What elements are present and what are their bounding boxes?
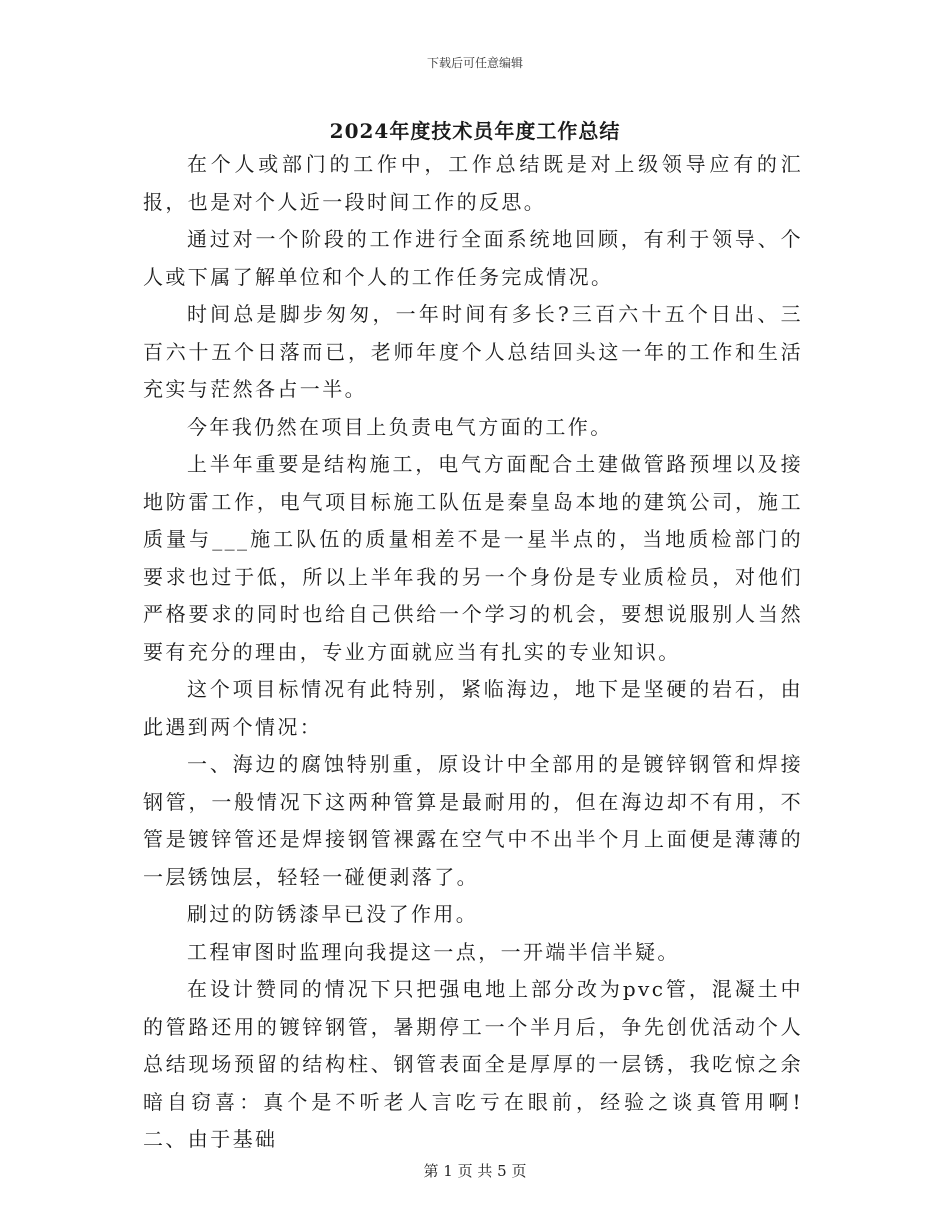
paragraph: 工程审图时监理向我提这一点，一开端半信半疑。 bbox=[187, 939, 680, 964]
paragraph: 时间总是脚步匆匆，一年时间有多长?三百六十五个日出、三百六十五个日落而已，老师年度个人总结回头这一年的工作和生活充实与茫然各占一半。 bbox=[143, 302, 803, 401]
paragraph: 在设计赞同的情况下只把强电地上部分改为pvc管，混凝土中的管路还用的镀锌钢管，暑期停工一个半月后，争先创优活动个人总结现场预留的结构柱、钢管表面全是厚厚的一层锈，我吃惊之余暗自窃喜：真个是不听老人言吃亏在眼前，经验之谈真管用啊!二、由于基础 bbox=[143, 977, 803, 1151]
header-note: 下载后可任意编辑 bbox=[426, 56, 523, 70]
page-number: 第 1 页 共 5 页 bbox=[423, 1162, 527, 1180]
document-title: 2024年度技术员年度工作总结 bbox=[329, 119, 621, 143]
paragraph: 刷过的防锈漆早已没了作用。 bbox=[187, 902, 479, 926]
paragraph: 今年我仍然在项目上负责电气方面的工作。 bbox=[187, 414, 613, 439]
paragraph: 一、海边的腐蚀特别重，原设计中全部用的是镀锌钢管和焊接钢管，一般情况下这两种管算是最耐用的，但在海边却不有用，不管是镀锌管还是焊接钢管裸露在空气中不出半个月上面便是薄薄的一层锈蚀层，轻轻一碰便剥落了。 bbox=[143, 752, 803, 889]
paragraph: 在个人或部门的工作中，工作总结既是对上级领导应有的汇报，也是对个人近一段时间工作的反思。 bbox=[143, 152, 803, 214]
paragraph: 上半年重要是结构施工，电气方面配合土建做管路预埋以及接地防雷工作，电气项目标施工队伍是秦皇岛本地的建筑公司，施工质量与___施工队伍的质量相差不是一星半点的，当地质检部门的要求也过于低，所以上半年我的另一个身份是专业质检员，对他们严格要求的同时也给自己供给一个学习的机会，要想说服别人当然要有充分的理由，专业方面就应当有扎实的专业知识。 bbox=[143, 452, 803, 664]
paragraph: 通过对一个阶段的工作进行全面系统地回顾，有利于领导、个人或下属了解单位和个人的工作任务完成情况。 bbox=[143, 227, 803, 289]
document-body bbox=[143, 146, 803, 1159]
paragraph: 这个项目标情况有此特别，紧临海边，地下是坚硬的岩石，由此遇到两个情况： bbox=[143, 677, 803, 739]
